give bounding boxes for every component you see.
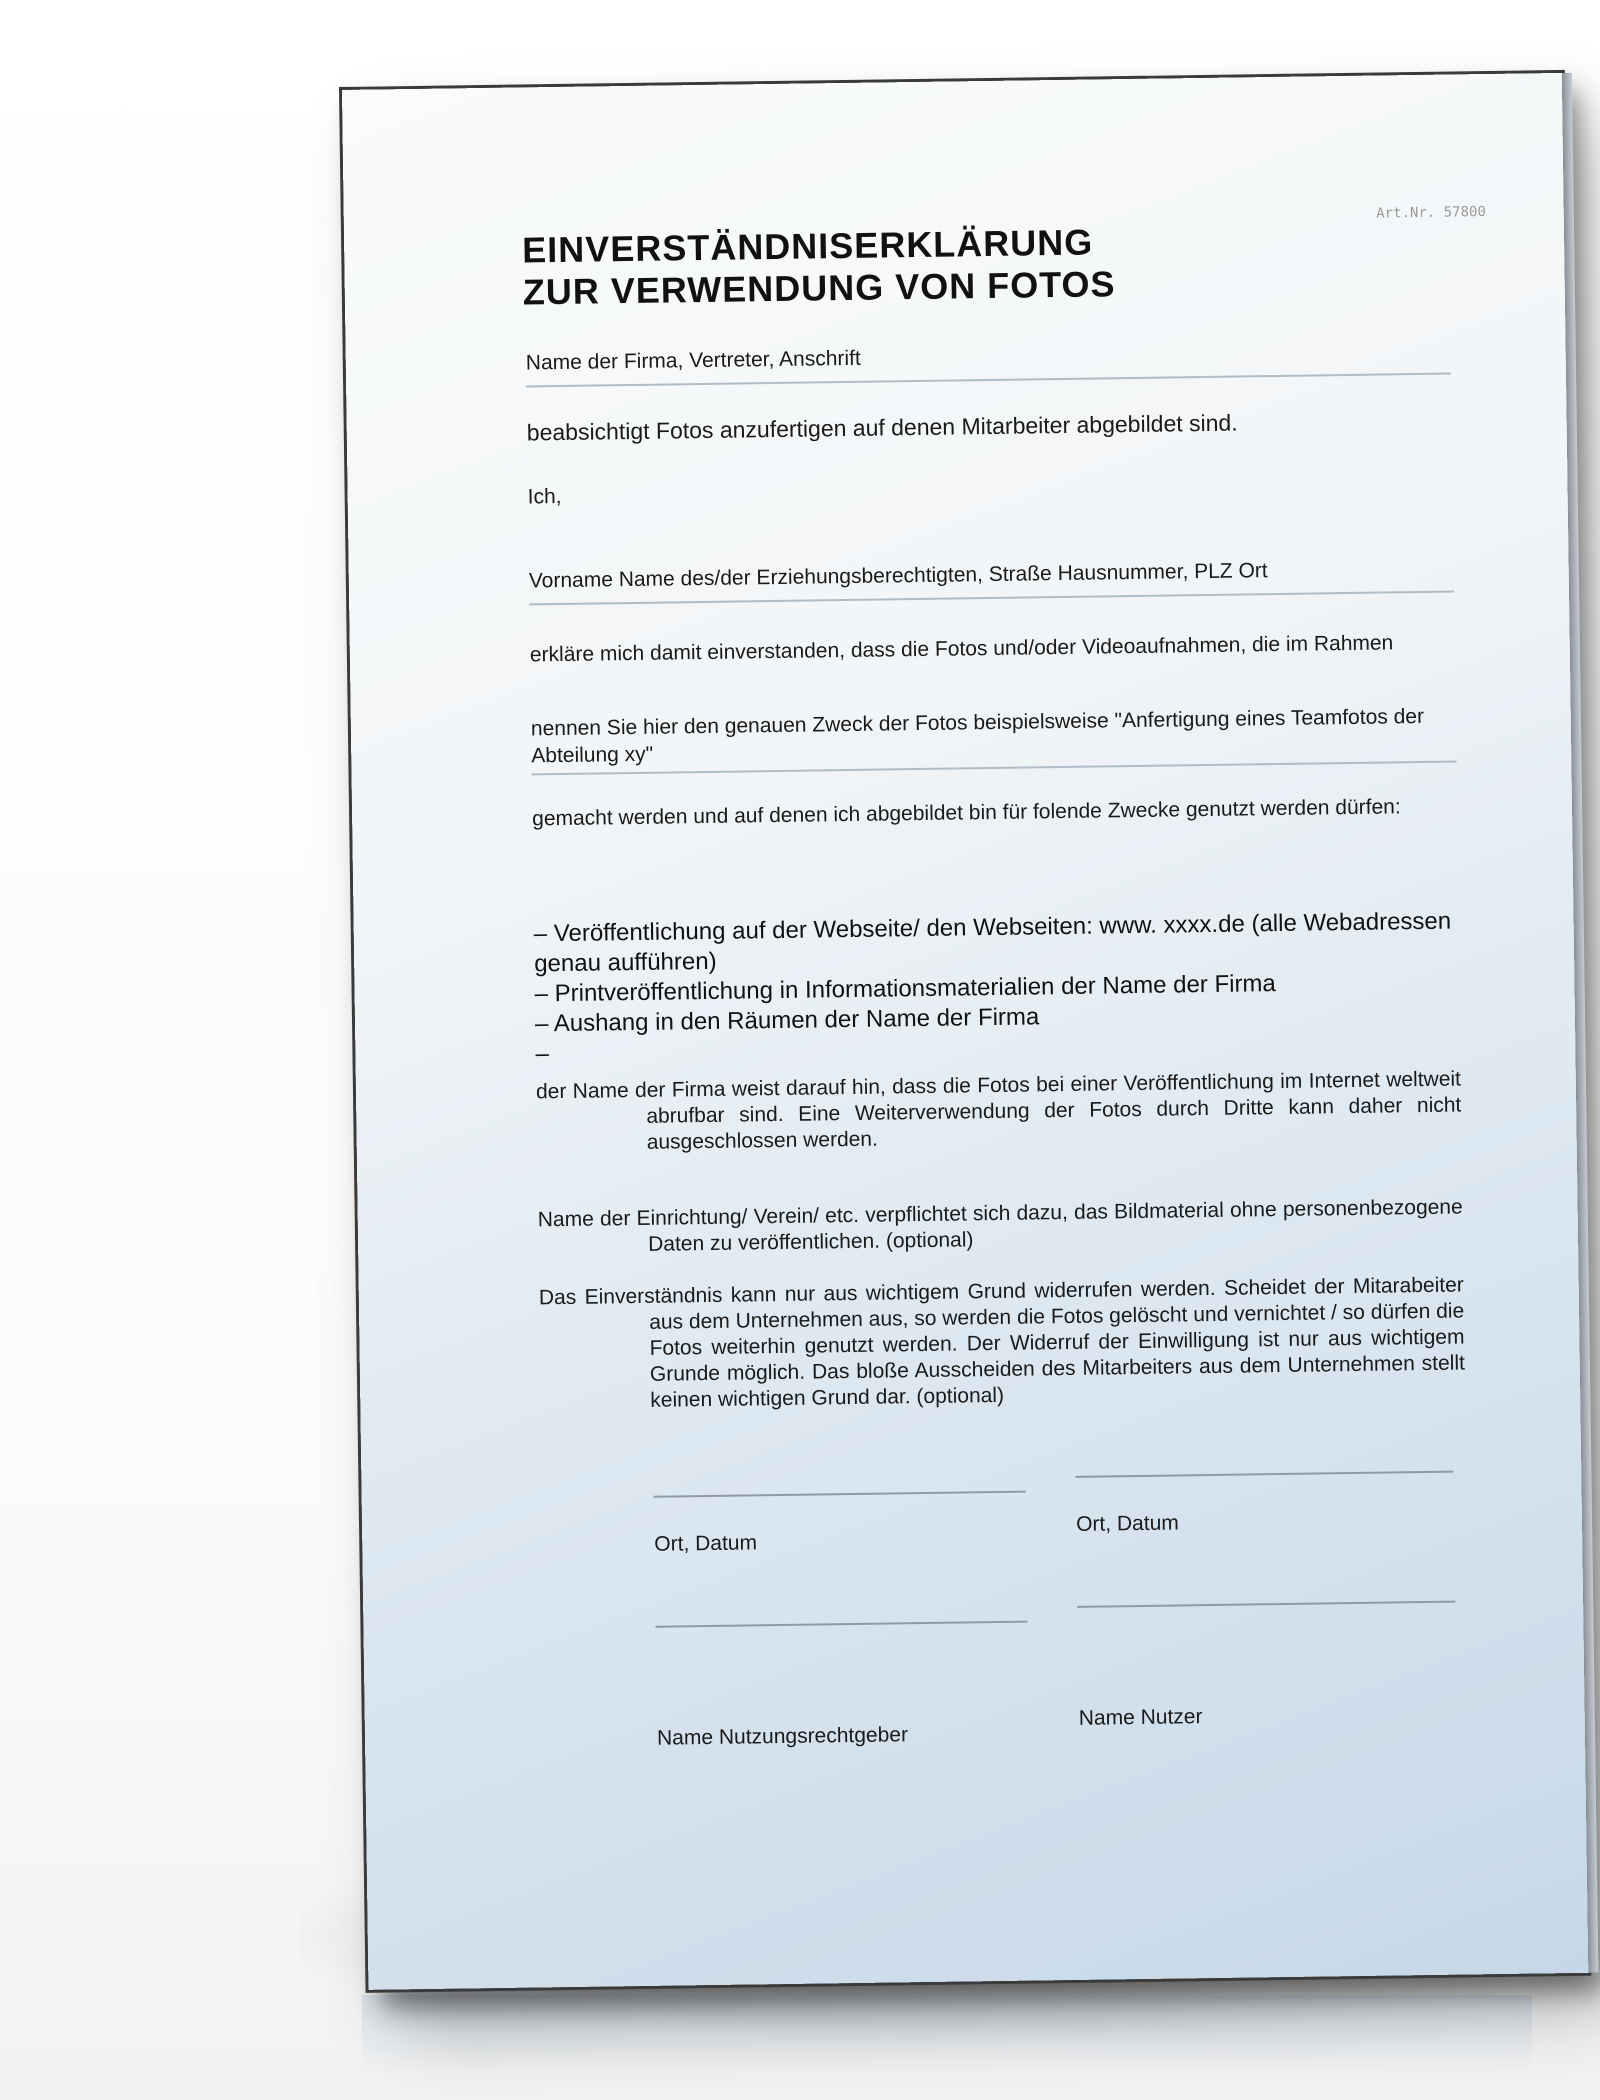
right-place-date-line bbox=[1075, 1471, 1453, 1478]
purpose-field-label: nennen Sie hier den genauen Zweck der Fotos beispielsweise "Anfertigung eines Teamfotos der Abteilung xy" bbox=[530, 704, 1425, 768]
right-name-line bbox=[1077, 1601, 1455, 1608]
ich-text: Ich, bbox=[527, 484, 562, 509]
left-name-label: Name Nutzungsrechtgeber bbox=[656, 1723, 909, 1750]
page-reflection bbox=[362, 1995, 1532, 2075]
usage-item: – bbox=[535, 1040, 550, 1068]
usage-item: – Veröffentlichung auf der Webseite/ den Webseiten: www. xxxx.de (alle Webadressen genau aufführen) bbox=[533, 907, 1452, 978]
usage-item: – Printveröffentlichung in Informationsmaterialien der Name der Firma bbox=[534, 970, 1276, 1008]
person-field-line bbox=[529, 591, 1454, 606]
company-field-label: Name der Firma, Vertreter, Anschrift bbox=[525, 346, 861, 375]
article-number: Art.Nr. 57800 bbox=[1376, 204, 1486, 222]
company-field-line bbox=[526, 373, 1451, 388]
left-place-date-label: Ort, Datum bbox=[654, 1531, 758, 1556]
consent-text: erkläre mich damit einverstanden, dass die Fotos und/oder Videoaufnahmen, die im Rahmen bbox=[529, 631, 1394, 667]
title-line-2: ZUR VERWENDUNG VON FOTOS bbox=[522, 263, 1116, 313]
person-field-label: Vorname Name des/der Erziehungsberechtigten, Straße Hausnummer, PLZ Ort bbox=[528, 559, 1268, 593]
right-place-date-label: Ort, Datum bbox=[1075, 1511, 1179, 1536]
revocation-paragraph: Das Einverständnis kann nur aus wichtigem Grund widerrufen werden. Scheidet der Mitarabeiter aus dem Unternehmen aus, so werden die Fotos gelöscht und vernichtet / so dürfen die Fotos weiterhin genutzt werden. Der Widerruf der Einwilligung ist nur aus wichtigem Grunde möglich. Das bloße Ausscheiden des Mitarbeiters aus dem Unternehmen stellt keinen wichtigen Grund dar. (optional) bbox=[538, 1273, 1466, 1412]
usage-intro: gemacht werden und auf denen ich abgebildet bin für folende Zwecke genutzt werden dürfen: bbox=[532, 795, 1401, 831]
usage-item: – Aushang in den Räumen der Name der Firma bbox=[534, 1003, 1040, 1038]
right-name-label: Name Nutzer bbox=[1078, 1705, 1203, 1730]
document-title bbox=[522, 221, 1116, 313]
left-place-date-line bbox=[654, 1491, 1026, 1498]
obligation-paragraph: Name der Einrichtung/ Verein/ etc. verpflichtet sich dazu, das Bildmaterial ohne personenbezogene Daten zu veröffentlichen. (optional) bbox=[537, 1195, 1463, 1256]
intent-text: beabsichtigt Fotos anzufertigen auf denen Mitarbeiter abgebildet sind. bbox=[526, 409, 1238, 446]
title-line-1: EINVERSTÄNDNISERKLÄRUNG bbox=[521, 221, 1094, 271]
document-page bbox=[342, 73, 1588, 1990]
usage-list bbox=[534, 906, 1461, 1069]
left-name-line bbox=[655, 1621, 1027, 1628]
notice-paragraph: der Name der Firma weist darauf hin, dass die Fotos bei einer Veröffentlichung im Internet weltweit abrufbar sind. Eine Weiterverwendung der Fotos durch Dritte kann daher nicht ausgeschlossen werden. bbox=[535, 1067, 1462, 1154]
